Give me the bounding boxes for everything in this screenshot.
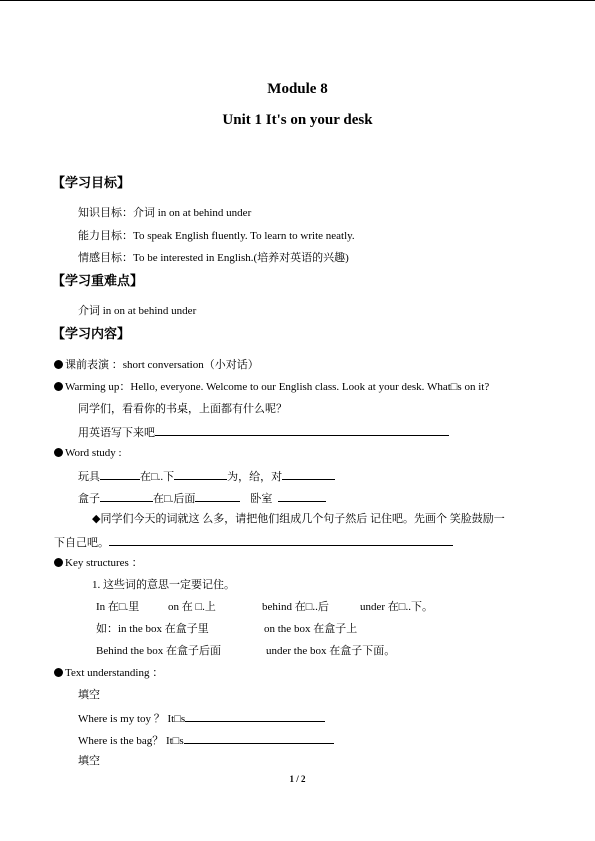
ks-row1-c: behind 在□..后 bbox=[262, 601, 329, 613]
keystructures-item1: 1. 这些词的意思一定要记住。 bbox=[92, 579, 235, 591]
textunderstanding-line bbox=[54, 666, 163, 680]
bullet-icon bbox=[54, 360, 63, 369]
warmup-line2: 同学们，看看你的书桌，上面都有什么呢？ bbox=[78, 403, 287, 415]
goal-ability: 能力目标：To speak English fluently. To learn to write neatly. bbox=[78, 230, 355, 242]
sentence-blank[interactable] bbox=[109, 534, 453, 546]
goals-heading: 【学习目标】 bbox=[52, 176, 131, 191]
word-bedroom: 卧室 bbox=[250, 493, 273, 505]
bullet-icon bbox=[54, 558, 63, 567]
keystructures-line bbox=[54, 556, 143, 570]
ks-row1-a: In 在□.里 bbox=[96, 601, 140, 613]
word-blank[interactable] bbox=[282, 468, 335, 480]
wordstudy-note1: ◆同学们今天的词就这 么多，请把他们组成几个句子然后 记住吧。先画个 笑脸鼓励一 bbox=[92, 513, 505, 525]
ks-row2-a: 如：in the box 在盒子里 bbox=[96, 623, 209, 635]
unit-title: Unit 1 It's on your desk bbox=[222, 112, 373, 128]
goal-emotion: 情感目标：To be interested in English.(培养对英语的兴趣) bbox=[78, 252, 349, 264]
content-heading: 【学习内容】 bbox=[52, 327, 131, 342]
word-toy: 玩具 bbox=[78, 471, 100, 483]
goal-knowledge: 知识目标：介词 in on at behind under bbox=[78, 207, 252, 219]
bullet-icon bbox=[54, 448, 63, 457]
page-number: 1 / 2 bbox=[289, 774, 306, 784]
question-1 bbox=[78, 710, 325, 726]
word-behind: 在□.后面 bbox=[153, 493, 196, 505]
warmup-text: Warming up：Hello, everyone. Welcome to our English class. Look at your desk. What□s on it? bbox=[65, 381, 490, 393]
page-top-rule bbox=[0, 0, 595, 1]
word-blank[interactable] bbox=[195, 490, 240, 502]
answer-2-blank[interactable] bbox=[184, 732, 334, 744]
ks-row3-b: under the box 在盒子下面。 bbox=[266, 645, 396, 657]
word-under: 在□..下 bbox=[140, 471, 175, 483]
word-blank[interactable] bbox=[100, 468, 140, 480]
bullet-icon bbox=[54, 382, 63, 391]
question-1-text: Where is my toy ？ It□s bbox=[78, 713, 186, 725]
textunderstanding-heading: Text understanding ： bbox=[65, 667, 164, 679]
ks-row3-a: Behind the box 在盒子后面 bbox=[96, 645, 221, 657]
question-2 bbox=[78, 732, 334, 748]
preclass-text: 课前表演 ：short conversation（小对话） bbox=[65, 359, 259, 371]
ks-row1-d: under 在□..下。 bbox=[360, 601, 433, 613]
textunderstanding-fill: 填空 bbox=[78, 689, 100, 701]
wordstudy-row2 bbox=[78, 490, 326, 506]
wordstudy-heading: Word study : bbox=[65, 447, 122, 459]
preclass-line bbox=[54, 358, 259, 372]
word-box: 盒子 bbox=[78, 493, 100, 505]
warmup-answer-blank[interactable] bbox=[155, 424, 449, 436]
module-title: Module 8 bbox=[267, 81, 328, 97]
ks-row1-b: on 在 □.上 bbox=[168, 601, 216, 613]
word-blank[interactable] bbox=[278, 490, 326, 502]
word-blank[interactable] bbox=[174, 468, 227, 480]
wordstudy-row1 bbox=[78, 468, 335, 484]
wordstudy-note2-line bbox=[54, 534, 453, 550]
wordstudy-line bbox=[54, 446, 122, 460]
textunderstanding-fill2: 填空 bbox=[78, 755, 100, 767]
difficulty-text: 介词 in on at behind under bbox=[78, 305, 197, 317]
answer-1-blank[interactable] bbox=[185, 710, 325, 722]
question-2-text: Where is the bag？ It□s bbox=[78, 735, 184, 747]
wordstudy-note2: 下自己吧。 bbox=[54, 537, 109, 549]
warmup-line3 bbox=[78, 424, 449, 440]
word-for: 为，给，对 bbox=[227, 471, 283, 483]
ks-row2-b: on the box 在盒子上 bbox=[264, 623, 358, 635]
warmup-line bbox=[54, 380, 489, 394]
word-blank[interactable] bbox=[100, 490, 153, 502]
warmup-line3-text: 用英语写下来吧 bbox=[78, 427, 155, 439]
bullet-icon bbox=[54, 668, 63, 677]
difficulty-heading: 【学习重难点】 bbox=[52, 274, 144, 289]
keystructures-heading: Key structures ： bbox=[65, 557, 143, 569]
